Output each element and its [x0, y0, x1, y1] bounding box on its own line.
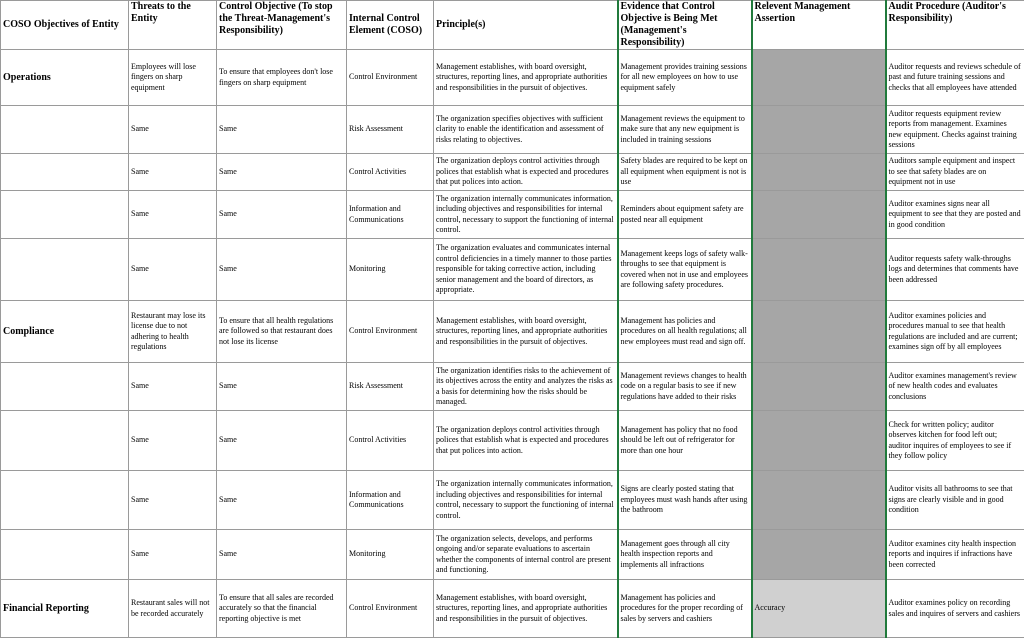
row-entity: Financial Reporting: [1, 580, 129, 638]
row-principle: Management establishes, with board oversight, structures, reporting lines, and appropriate authorities and responsibilities in the pursuit of objectives.: [434, 50, 618, 106]
row-objective: Same: [217, 411, 347, 471]
table-row: [1, 580, 1024, 638]
row-evidence: Management reviews the equipment to make sure that any new equipment is included in training sessions: [618, 106, 752, 154]
row-element: Control Environment: [347, 301, 434, 363]
row-entity: [1, 411, 129, 471]
row-objective: Same: [217, 239, 347, 301]
row-element: Monitoring: [347, 530, 434, 580]
row-principle: The organization identifies risks to the achievement of its objectives across the entity and analyzes the risks as a basis for determining how the risks should be managed.: [434, 363, 618, 411]
row-evidence: Management has policies and procedures on all health regulations; all new employees must read and sign off.: [618, 301, 752, 363]
row-threat: Same: [129, 239, 217, 301]
row-audit: Check for written policy; auditor observes kitchen for food left out; auditor inquires of employees to see if they follow policy: [886, 411, 1024, 471]
row-entity: [1, 154, 129, 191]
row-element: Risk Assessment: [347, 106, 434, 154]
row-threat: Same: [129, 363, 217, 411]
row-principle: Management establishes, with board oversight, structures, reporting lines, and appropriate authorities and responsibilities in the pursuit of objectives.: [434, 580, 618, 638]
row-threat: Same: [129, 154, 217, 191]
row-threat: Same: [129, 411, 217, 471]
row-evidence: Reminders about equipment safety are posted near all equipment: [618, 191, 752, 239]
header-principles: Principle(s): [434, 1, 618, 50]
row-element: Control Environment: [347, 580, 434, 638]
row-threat: Same: [129, 530, 217, 580]
row-element: Information and Communications: [347, 191, 434, 239]
row-element: Monitoring: [347, 239, 434, 301]
row-entity: [1, 239, 129, 301]
row-audit: Auditor examines policies and procedures manual to see that health regulations are included and are current; examines sign off by all employees: [886, 301, 1024, 363]
row-principle: The organization deploys control activities through polices that establish what is expected and procedures that put polices into action.: [434, 154, 618, 191]
row-objective: To ensure that all sales are recorded accurately so that the financial reporting objective is met: [217, 580, 347, 638]
row-principle: Management establishes, with board oversight, structures, reporting lines, and appropriate authorities and responsibilities in the pursuit of objectives.: [434, 301, 618, 363]
row-audit: Auditor examines city health inspection reports and inquires if infractions have been corrected: [886, 530, 1024, 580]
row-evidence: Management goes through all city health inspection reports and implements all infractions: [618, 530, 752, 580]
row-element: Control Activities: [347, 411, 434, 471]
row-assertion: Accuracy: [752, 580, 886, 638]
header-threats: Threats to the Entity: [129, 1, 217, 50]
header-coso-objectives: COSO Objectives of Entity: [1, 1, 129, 50]
table-row: [1, 411, 1024, 471]
table-row: [1, 363, 1024, 411]
table-row: [1, 301, 1024, 363]
row-principle: The organization specifies objectives with sufficient clarity to enable the identification and assessment of risks relating to objectives.: [434, 106, 618, 154]
row-objective: To ensure that all health regulations are followed so that restaurant does not lose its license: [217, 301, 347, 363]
row-threat: Restaurant may lose its license due to not adhering to health regulations: [129, 301, 217, 363]
row-evidence: Management keeps logs of safety walk-throughs to see that equipment is covered when not in use and employees are following safety procedures.: [618, 239, 752, 301]
row-objective: Same: [217, 363, 347, 411]
header-evidence: Evidence that Control Objective is Being Met (Management's Responsibility): [618, 1, 752, 50]
row-entity: [1, 471, 129, 530]
row-objective: Same: [217, 106, 347, 154]
row-assertion: [752, 411, 886, 471]
row-evidence: Management has policy that no food should be left out of refrigerator for more than one hour: [618, 411, 752, 471]
row-threat: Same: [129, 191, 217, 239]
row-assertion: [752, 239, 886, 301]
row-audit: Auditor examines management's review of new health codes and evaluates conclusions: [886, 363, 1024, 411]
table-row: [1, 530, 1024, 580]
row-threat: Same: [129, 106, 217, 154]
row-assertion: [752, 530, 886, 580]
row-audit: Auditor visits all bathrooms to see that signs are clearly visible and in good condition: [886, 471, 1024, 530]
row-element: Control Activities: [347, 154, 434, 191]
row-evidence: Signs are clearly posted stating that employees must wash hands after using the bathroom: [618, 471, 752, 530]
row-audit: Auditor requests equipment review reports from management. Examines new equipment. Checks against training sessions: [886, 106, 1024, 154]
row-objective: To ensure that employees don't lose fingers on sharp equipment: [217, 50, 347, 106]
row-entity: [1, 363, 129, 411]
row-assertion: [752, 154, 886, 191]
row-audit: Auditor requests and reviews schedule of past and future training sessions and checks that all employees have attended: [886, 50, 1024, 106]
row-objective: Same: [217, 530, 347, 580]
row-element: Information and Communications: [347, 471, 434, 530]
row-evidence: Management has policies and procedures for the proper recording of sales by servers and cashiers: [618, 580, 752, 638]
table-row: [1, 50, 1024, 106]
row-objective: Same: [217, 471, 347, 530]
row-audit: Auditor examines signs near all equipment to see that they are posted and in good condition: [886, 191, 1024, 239]
row-assertion: [752, 106, 886, 154]
row-entity: Compliance: [1, 301, 129, 363]
row-element: Control Environment: [347, 50, 434, 106]
row-objective: Same: [217, 154, 347, 191]
row-audit: Auditors sample equipment and inspect to see that safety blades are on equipment not in use: [886, 154, 1024, 191]
row-principle: The organization internally communicates information, including objectives and responsibilities for internal control, necessary to support the functioning of internal control.: [434, 471, 618, 530]
header-control-objective: Control Objective (To stop the Threat-Management's Responsibility): [217, 1, 347, 50]
row-entity: [1, 191, 129, 239]
row-principle: The organization evaluates and communicates internal control deficiencies in a timely manner to those parties responsible for taking corrective action, including senior management and the board of directors, as appropriate.: [434, 239, 618, 301]
table-row: [1, 154, 1024, 191]
header-row: [1, 1, 1024, 50]
header-assertion: Relevent Management Assertion: [752, 1, 886, 50]
row-objective: Same: [217, 191, 347, 239]
row-assertion: [752, 471, 886, 530]
row-assertion: [752, 363, 886, 411]
row-assertion: [752, 191, 886, 239]
row-threat: Same: [129, 471, 217, 530]
table-row: [1, 191, 1024, 239]
row-audit: Auditor examines policy on recording sales and inquires of servers and cashiers: [886, 580, 1024, 638]
row-evidence: Management provides training sessions for all new employees on how to use equipment safely: [618, 50, 752, 106]
row-entity: [1, 530, 129, 580]
row-threat: Employees will lose fingers on sharp equipment: [129, 50, 217, 106]
row-assertion: [752, 301, 886, 363]
row-entity: Operations: [1, 50, 129, 106]
row-element: Risk Assessment: [347, 363, 434, 411]
table-row: [1, 471, 1024, 530]
row-evidence: Safety blades are required to be kept on all equipment when equipment is not is use: [618, 154, 752, 191]
header-internal-control-element: Internal Control Element (COSO): [347, 1, 434, 50]
row-threat: Restaurant sales will not be recorded accurately: [129, 580, 217, 638]
table-row: [1, 239, 1024, 301]
row-entity: [1, 106, 129, 154]
row-evidence: Management reviews changes to health code on a regular basis to see if new regulations have added to their risks: [618, 363, 752, 411]
row-assertion: [752, 50, 886, 106]
row-principle: The organization deploys control activities through polices that establish what is expected and procedures that put polices into action.: [434, 411, 618, 471]
header-audit-procedure: Audit Procedure (Auditor's Responsibility): [886, 1, 1024, 50]
table-row: [1, 106, 1024, 154]
row-audit: Auditor requests safety walk-throughs logs and determines that comments have been addressed: [886, 239, 1024, 301]
row-principle: The organization internally communicates information, including objectives and responsibilities for internal control, necessary to support the functioning of internal control.: [434, 191, 618, 239]
row-principle: The organization selects, develops, and performs ongoing and/or separate evaluations to ascertain whether the components of internal control are present and functioning.: [434, 530, 618, 580]
